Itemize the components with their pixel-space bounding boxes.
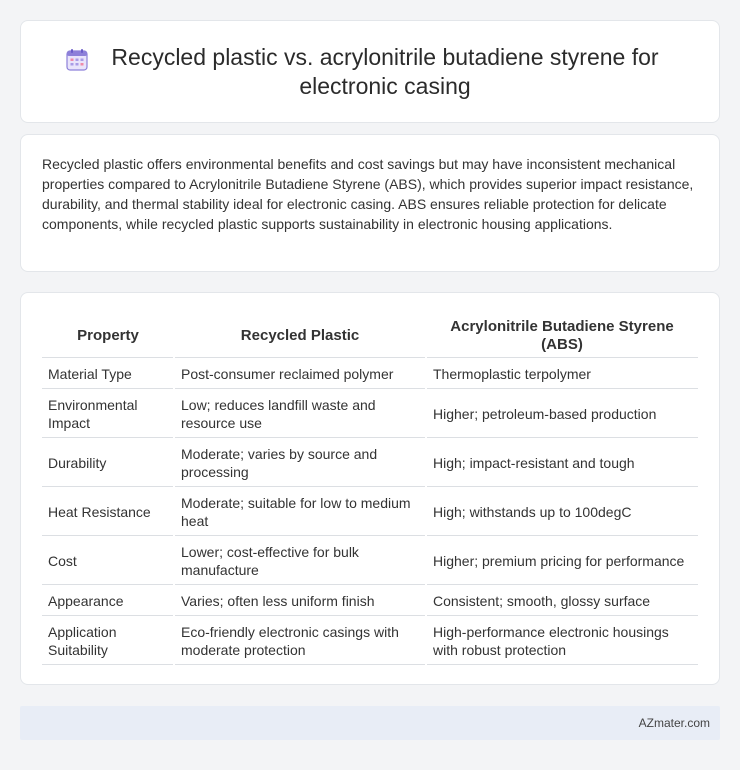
table-row bbox=[42, 616, 698, 665]
row-abs-value: High-performance electronic housings with robust protection bbox=[426, 616, 698, 665]
table-row bbox=[42, 487, 698, 536]
row-recycled-value: Moderate; suitable for low to medium heat bbox=[174, 487, 426, 536]
footer-brand-link[interactable]: AZmater.com bbox=[638, 716, 710, 730]
table-header-row bbox=[42, 313, 698, 358]
row-property: Environmental Impact bbox=[42, 389, 174, 438]
row-recycled-value: Post-consumer reclaimed polymer bbox=[174, 358, 426, 389]
header-recycled-plastic: Recycled Plastic bbox=[174, 313, 426, 358]
row-abs-value: Higher; petroleum-based production bbox=[426, 389, 698, 438]
row-property: Heat Resistance bbox=[42, 487, 174, 536]
summary-text: Recycled plastic offers environmental benefits and cost savings but may have inconsistent mechanical properties compared to Acrylonitrile Butadiene Styrene (ABS), which provides superior impact resistance, durability, and thermal stability ideal for electronic casing. ABS ensures reliable protection for delicate components, while recycled plastic supports sustainability in electronic housing applications. bbox=[42, 156, 694, 232]
table-row bbox=[42, 438, 698, 487]
row-recycled-value: Moderate; varies by source and processing bbox=[174, 438, 426, 487]
table-row bbox=[42, 585, 698, 616]
row-recycled-value: Varies; often less uniform finish bbox=[174, 585, 426, 616]
row-abs-value: High; withstands up to 100degC bbox=[426, 487, 698, 536]
table-row bbox=[42, 536, 698, 585]
comparison-table-card bbox=[20, 292, 720, 685]
page-title: Recycled plastic vs. acrylonitrile butadiene styrene for electronic casing bbox=[111, 44, 659, 99]
row-abs-value: Thermoplastic terpolymer bbox=[426, 358, 698, 389]
row-recycled-value: Lower; cost-effective for bulk manufacture bbox=[174, 536, 426, 585]
row-property: Appearance bbox=[42, 585, 174, 616]
row-property: Application Suitability bbox=[42, 616, 174, 665]
row-property: Cost bbox=[42, 536, 174, 585]
row-property: Durability bbox=[42, 438, 174, 487]
row-property: Material Type bbox=[42, 358, 174, 389]
footer-bar bbox=[20, 706, 720, 740]
row-abs-value: Consistent; smooth, glossy surface bbox=[426, 585, 698, 616]
header-abs: Acrylonitrile Butadiene Styrene (ABS) bbox=[426, 313, 698, 358]
table-row bbox=[42, 358, 698, 389]
header-property: Property bbox=[42, 313, 174, 358]
table-row bbox=[42, 389, 698, 438]
row-abs-value: Higher; premium pricing for performance bbox=[426, 536, 698, 585]
comparison-table bbox=[42, 313, 698, 665]
summary-card bbox=[20, 134, 720, 272]
row-recycled-value: Eco-friendly electronic casings with moderate protection bbox=[174, 616, 426, 665]
row-recycled-value: Low; reduces landfill waste and resource use bbox=[174, 389, 426, 438]
row-abs-value: High; impact-resistant and tough bbox=[426, 438, 698, 487]
title-card bbox=[20, 20, 720, 123]
